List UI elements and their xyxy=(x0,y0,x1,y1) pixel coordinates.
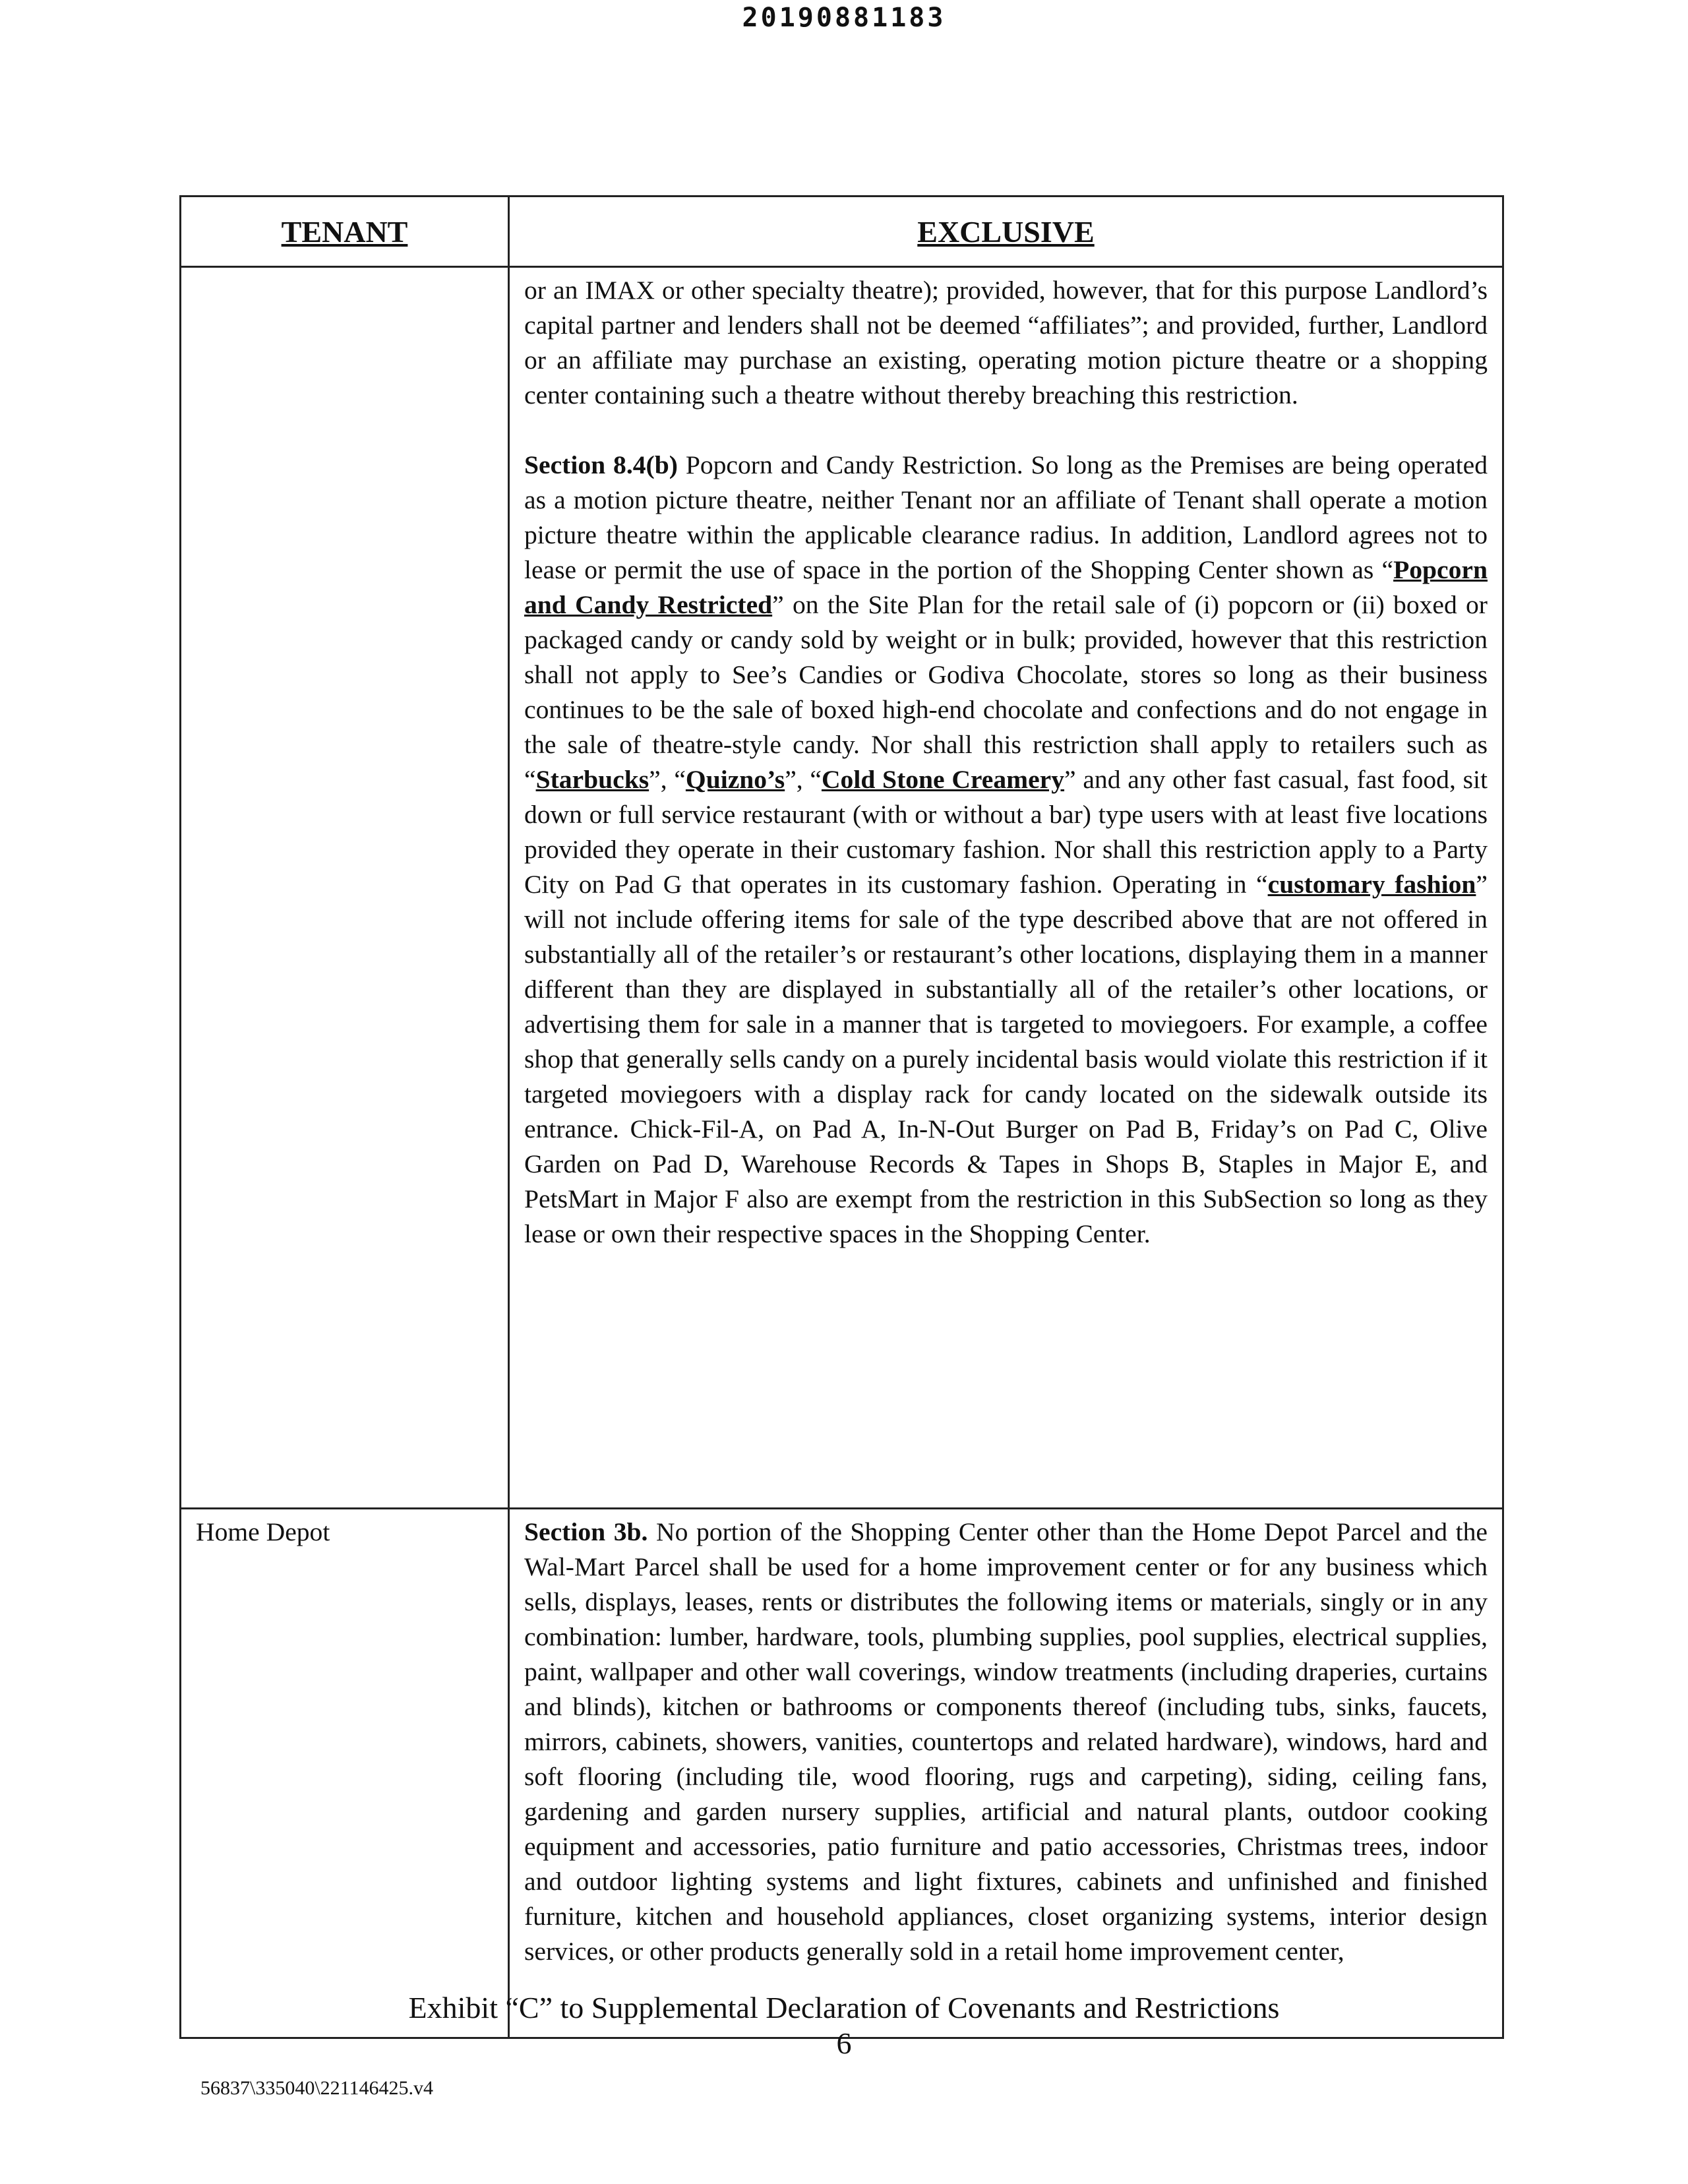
paragraph-text: No portion of the Shopping Center other than the Home Depot Parcel and the Wal-Mart Parcel shall be used for a home improvement center or for any business which sells, displays, leases, rents or distributes the following items or materials, singly or in any combination: lumber, hardware, tools, plumbing supplies, pool supplies, electrical supplies, paint, wallpaper and other wall coverings, window treatments (including draperies, curtains and blinds), kitchen or bathrooms or components thereof (including tubs, sinks, faucets, mirrors, cabinets, showers, vanities, countertops and related hardware), windows, hard and soft flooring (including tile, wood flooring, rugs and carpeting), siding, ceiling fans, gardening and garden nursery supplies, artificial and natural plants, outdoor cooking equipment and accessories, patio furniture and patio accessories, Christmas trees, indoor and outdoor lighting systems and light fixtures, cabinets and unfinished and finished furniture, kitchen and household appliances, closet organizing systems, interior design services, or other products generally sold in a retail home improvement center, xyxy=(524,1517,1488,1966)
exclusive-column-header: EXCLUSIVE xyxy=(509,197,1503,267)
defined-term: Quizno’s xyxy=(685,765,785,794)
table-row xyxy=(181,267,1503,1509)
home-improvement-paragraph xyxy=(524,1515,1488,1969)
paragraph-text: ” will not include offering items for sale of the type described above that are not offered in substantially all of the retailer’s or restaurant’s other locations, displaying them in a manner different than they are displayed in substantially all of the retailer’s other locations, or advertising them for sale in a manner that is targeted to moviegoers. For example, a coffee shop that generally sells candy on a purely incidental basis would violate this restriction if it targeted moviegoers with a display rack for candy located on the sidewalk outside its entrance. Chick-Fil-A, on Pad A, In-N-Out Burger on Pad B, Friday’s on Pad C, Olive Garden on Pad D, Warehouse Records & Tapes in Shops B, Staples in Major E, and PetsMart in Major F also are exempt from the restriction in this SubSection so long as they lease or own their respective spaces in the Shopping Center. xyxy=(524,870,1488,1248)
table-header-row xyxy=(181,197,1503,267)
tenant-name xyxy=(181,268,508,273)
page-number: 6 xyxy=(836,2026,852,2060)
recording-number: 20190881183 xyxy=(742,3,946,33)
exclusive-cell xyxy=(509,1509,1503,2038)
paragraph-text: ”, “ xyxy=(649,765,686,794)
theatre-restriction-paragraph: or an IMAX or other specialty theatre); provided, however, that for this purpose Landlord’s capital partner and lenders shall not be deemed “affiliates”; and provided, further, Landlord or an affiliate may purchase an existing, operating motion picture theatre or a shopping center containing such a theatre without thereby breaching this restriction. xyxy=(524,276,1488,410)
paragraph-text: ”, “ xyxy=(785,765,822,794)
paragraph-text: ” and any other fast casual, fast food, sit down or full service restaurant (with or without a bar) type users with at least five locations provided they operate in their customary fashion. Nor shall this restriction apply to a Party City on Pad G that operates in its customary fashion. Operating in “ xyxy=(524,765,1488,899)
section-heading: Section 3b. xyxy=(524,1517,648,1546)
exclusive-cell xyxy=(509,267,1503,1509)
exclusive-text xyxy=(510,1509,1502,1969)
tenant-cell xyxy=(181,267,509,1509)
popcorn-candy-paragraph xyxy=(524,448,1488,1252)
paragraph-text: ” on the Site Plan for the retail sale of (i) popcorn or (ii) boxed or packaged candy or candy sold by weight or in bulk; provided, however that this restriction shall not apply to See’s Candies or Godiva Chocolate, stores so long as their business continues to be the sale of boxed high-end chocolate and confections and do not engage in the sale of theatre-style candy. Nor shall this restriction shall apply to retailers such as “ xyxy=(524,590,1488,794)
paragraph-text: Popcorn and Candy Restriction. So long as the Premises are being operated as a motion picture theatre, neither Tenant nor an affiliate of Tenant shall operate a motion picture theatre within the applicable clearance radius. In addition, Landlord agrees not to lease or permit the use of space in the portion of the Shopping Center shown as “ xyxy=(524,450,1488,584)
defined-term: Starbucks xyxy=(535,765,649,794)
defined-term: customary fashion xyxy=(1267,870,1476,899)
exhibit-caption: Exhibit “C” to Supplemental Declaration of Covenants and Restrictions xyxy=(408,1991,1280,2024)
tenant-name: Home Depot xyxy=(196,1517,330,1546)
defined-term: Cold Stone Creamery xyxy=(821,765,1065,794)
table-row xyxy=(181,1509,1503,2038)
exclusives-table xyxy=(179,195,1504,2039)
document-id: 56837\335040\221146425.v4 xyxy=(200,2077,434,2099)
section-heading: Section 8.4(b) xyxy=(524,450,678,479)
exclusive-text xyxy=(510,268,1502,1252)
tenant-column-header: TENANT xyxy=(181,197,509,267)
tenant-cell xyxy=(181,1509,509,2038)
defined-term: Popcorn and Candy Restricted xyxy=(524,555,1488,619)
